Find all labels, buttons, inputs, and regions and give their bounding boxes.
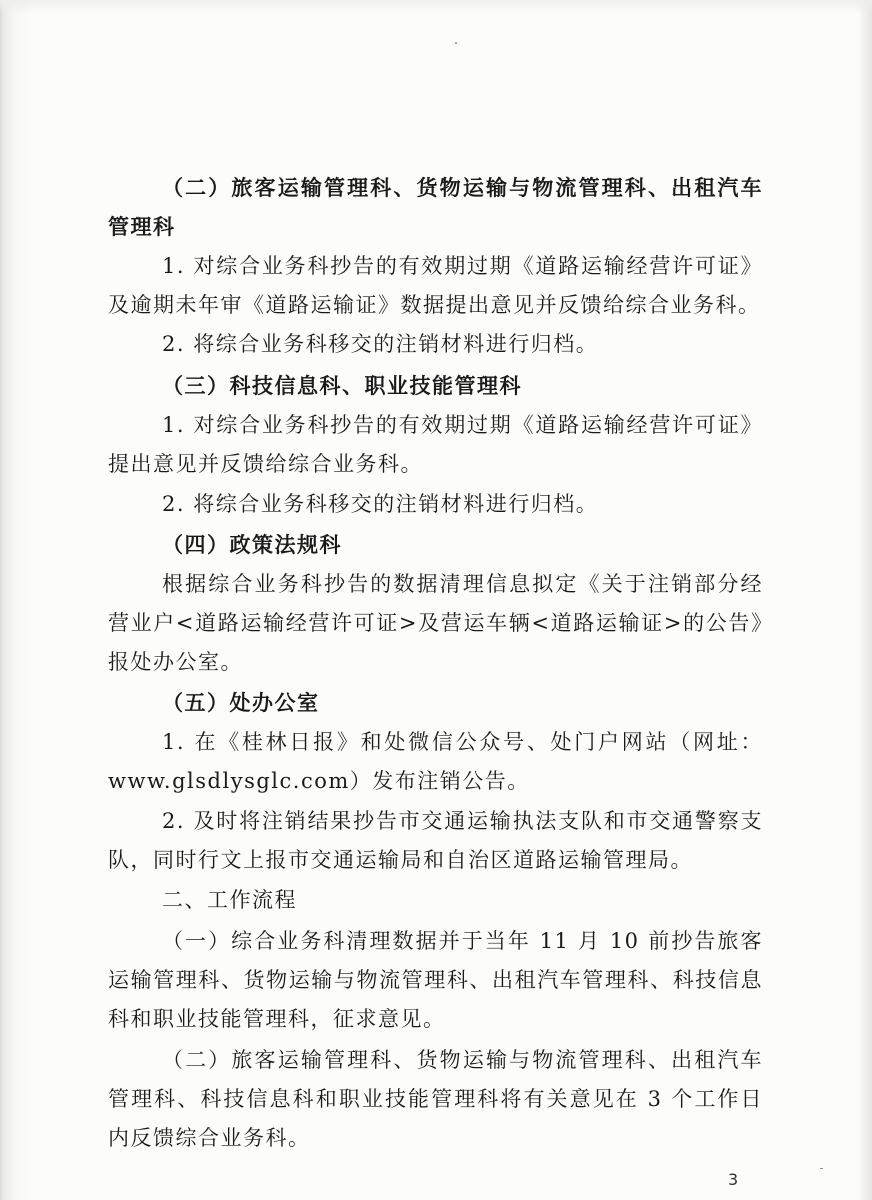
section-heading-policy-law: （四）政策法规科 xyxy=(162,532,342,557)
scan-shadow-top xyxy=(0,0,872,14)
paragraph-item-1: 1. 对综合业务科抄告的有效期过期《道路运输经营许可证》及逾期未年审《道路运输证》数据提出意见并反馈给综合业务科。 xyxy=(108,254,763,317)
section-heading-workflow: 二、工作流程 xyxy=(162,888,297,912)
paragraph-item-2: 2. 及时将注销结果抄告市交通运输执法支队和市交通警察支队，同时行文上报市交通运输局和自治区道路运输管理局。 xyxy=(108,809,763,872)
paragraph-item-1: 1. 在《桂林日报》和处微信公众号、处门户网站（网址：www.glsdlysglc.com）发布注销公告。 xyxy=(108,730,763,793)
section-heading-office: （五）处办公室 xyxy=(162,690,320,715)
paragraph-workflow-step-2: （二）旅客运输管理科、货物运输与物流管理科、出租汽车管理科、科技信息科和职业技能管理科将有关意见在 3 个工作日内反馈综合业务科。 xyxy=(108,1048,763,1150)
paragraph-policy-text: 根据综合业务科抄告的数据清理信息拟定《关于注销部分经营业户<道路运输经营许可证>及营运车辆<道路运输证>的公告》报处办公室。 xyxy=(108,572,763,674)
paragraph-item-2: 2. 将综合业务科移交的注销材料进行归档。 xyxy=(162,332,599,356)
paragraph-item-1: 1. 对综合业务科抄告的有效期过期《道路运输经营许可证》提出意见并反馈给综合业务科。 xyxy=(108,413,763,476)
paragraph-workflow-step-1: （一）综合业务科清理数据并于当年 11 月 10 前抄告旅客运输管理科、货物运输与物流管理科、出租汽车管理科、科技信息科和职业技能管理科，征求意见。 xyxy=(108,929,763,1031)
scan-speck xyxy=(455,42,457,44)
scan-shadow-right xyxy=(858,0,872,1200)
paragraph-item-2: 2. 将综合业务科移交的注销材料进行归档。 xyxy=(162,492,599,516)
section-heading-tech-skills: （三）科技信息科、职业技能管理科 xyxy=(162,373,522,398)
page-number: 3 xyxy=(728,1170,739,1189)
scan-shadow-left xyxy=(0,0,30,1200)
section-heading-passenger-freight-taxi: （二）旅客运输管理科、货物运输与物流管理科、出租汽车管理科 xyxy=(108,175,763,239)
scan-speck xyxy=(820,1168,823,1169)
